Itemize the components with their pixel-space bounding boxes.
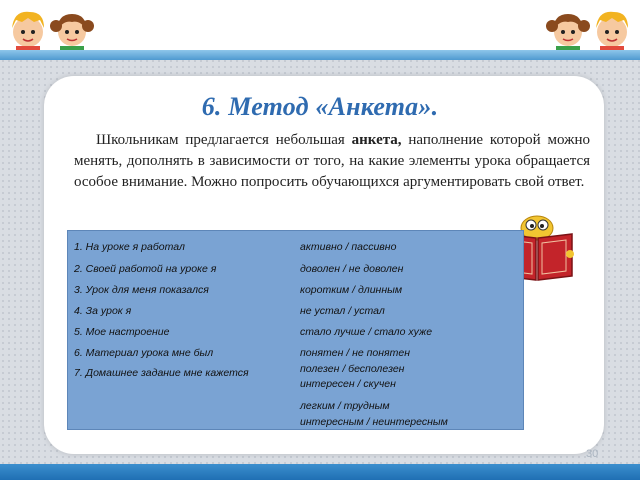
boy-icon xyxy=(12,12,44,52)
survey-question: 1. На уроке я работал xyxy=(74,241,185,253)
kids-right-icon xyxy=(544,2,636,52)
survey-question: 2. Своей работой на уроке я xyxy=(74,263,217,275)
survey-question: 6. Материал урока мне был xyxy=(74,347,214,359)
girl-icon xyxy=(50,14,94,52)
survey-answer: доволен / не доволен xyxy=(300,263,404,275)
slide-title: 6. Метод «Анкета». xyxy=(201,92,439,121)
boy-icon xyxy=(596,12,628,52)
slide-paragraph xyxy=(74,130,590,193)
survey-question: 4. За урок я xyxy=(74,305,132,317)
paragraph-text-end: наполнение которой можно менять, дополнять в зависимости от того, на какие элементы урока обращается особое внимание. Можно попросить обучающихся аргументировать свой ответ. xyxy=(74,132,590,190)
survey-question: 5. Мое настроение xyxy=(74,326,170,338)
survey-answer: полезен / бесполезен xyxy=(300,363,405,375)
survey-answer: стало лучше / стало хуже xyxy=(300,326,433,338)
survey-answer: легким / трудным xyxy=(300,400,390,412)
survey-answer: интересен / скучен xyxy=(300,378,396,390)
survey-answer: понятен / не понятен xyxy=(300,347,411,359)
survey-answer: интересным / неинтересным xyxy=(300,416,448,428)
survey-answer: активно / пассивно xyxy=(300,241,397,253)
girl-icon xyxy=(546,14,590,52)
top-blue-band xyxy=(0,50,640,60)
survey-question: 3. Урок для меня показался xyxy=(74,284,209,296)
kids-left-icon xyxy=(4,2,96,52)
survey-table xyxy=(67,230,524,430)
paragraph-text-start: Школьникам предлагается небольшая xyxy=(96,132,352,148)
page-number: 30 xyxy=(586,448,599,460)
bottom-blue-band xyxy=(0,464,640,480)
paragraph-bold-word: анкета, xyxy=(351,132,402,148)
survey-answer: коротким / длинным xyxy=(300,284,403,296)
survey-question: 7. Домашнее задание мне кажется xyxy=(74,367,249,379)
survey-answer: не устал / устал xyxy=(300,305,385,317)
